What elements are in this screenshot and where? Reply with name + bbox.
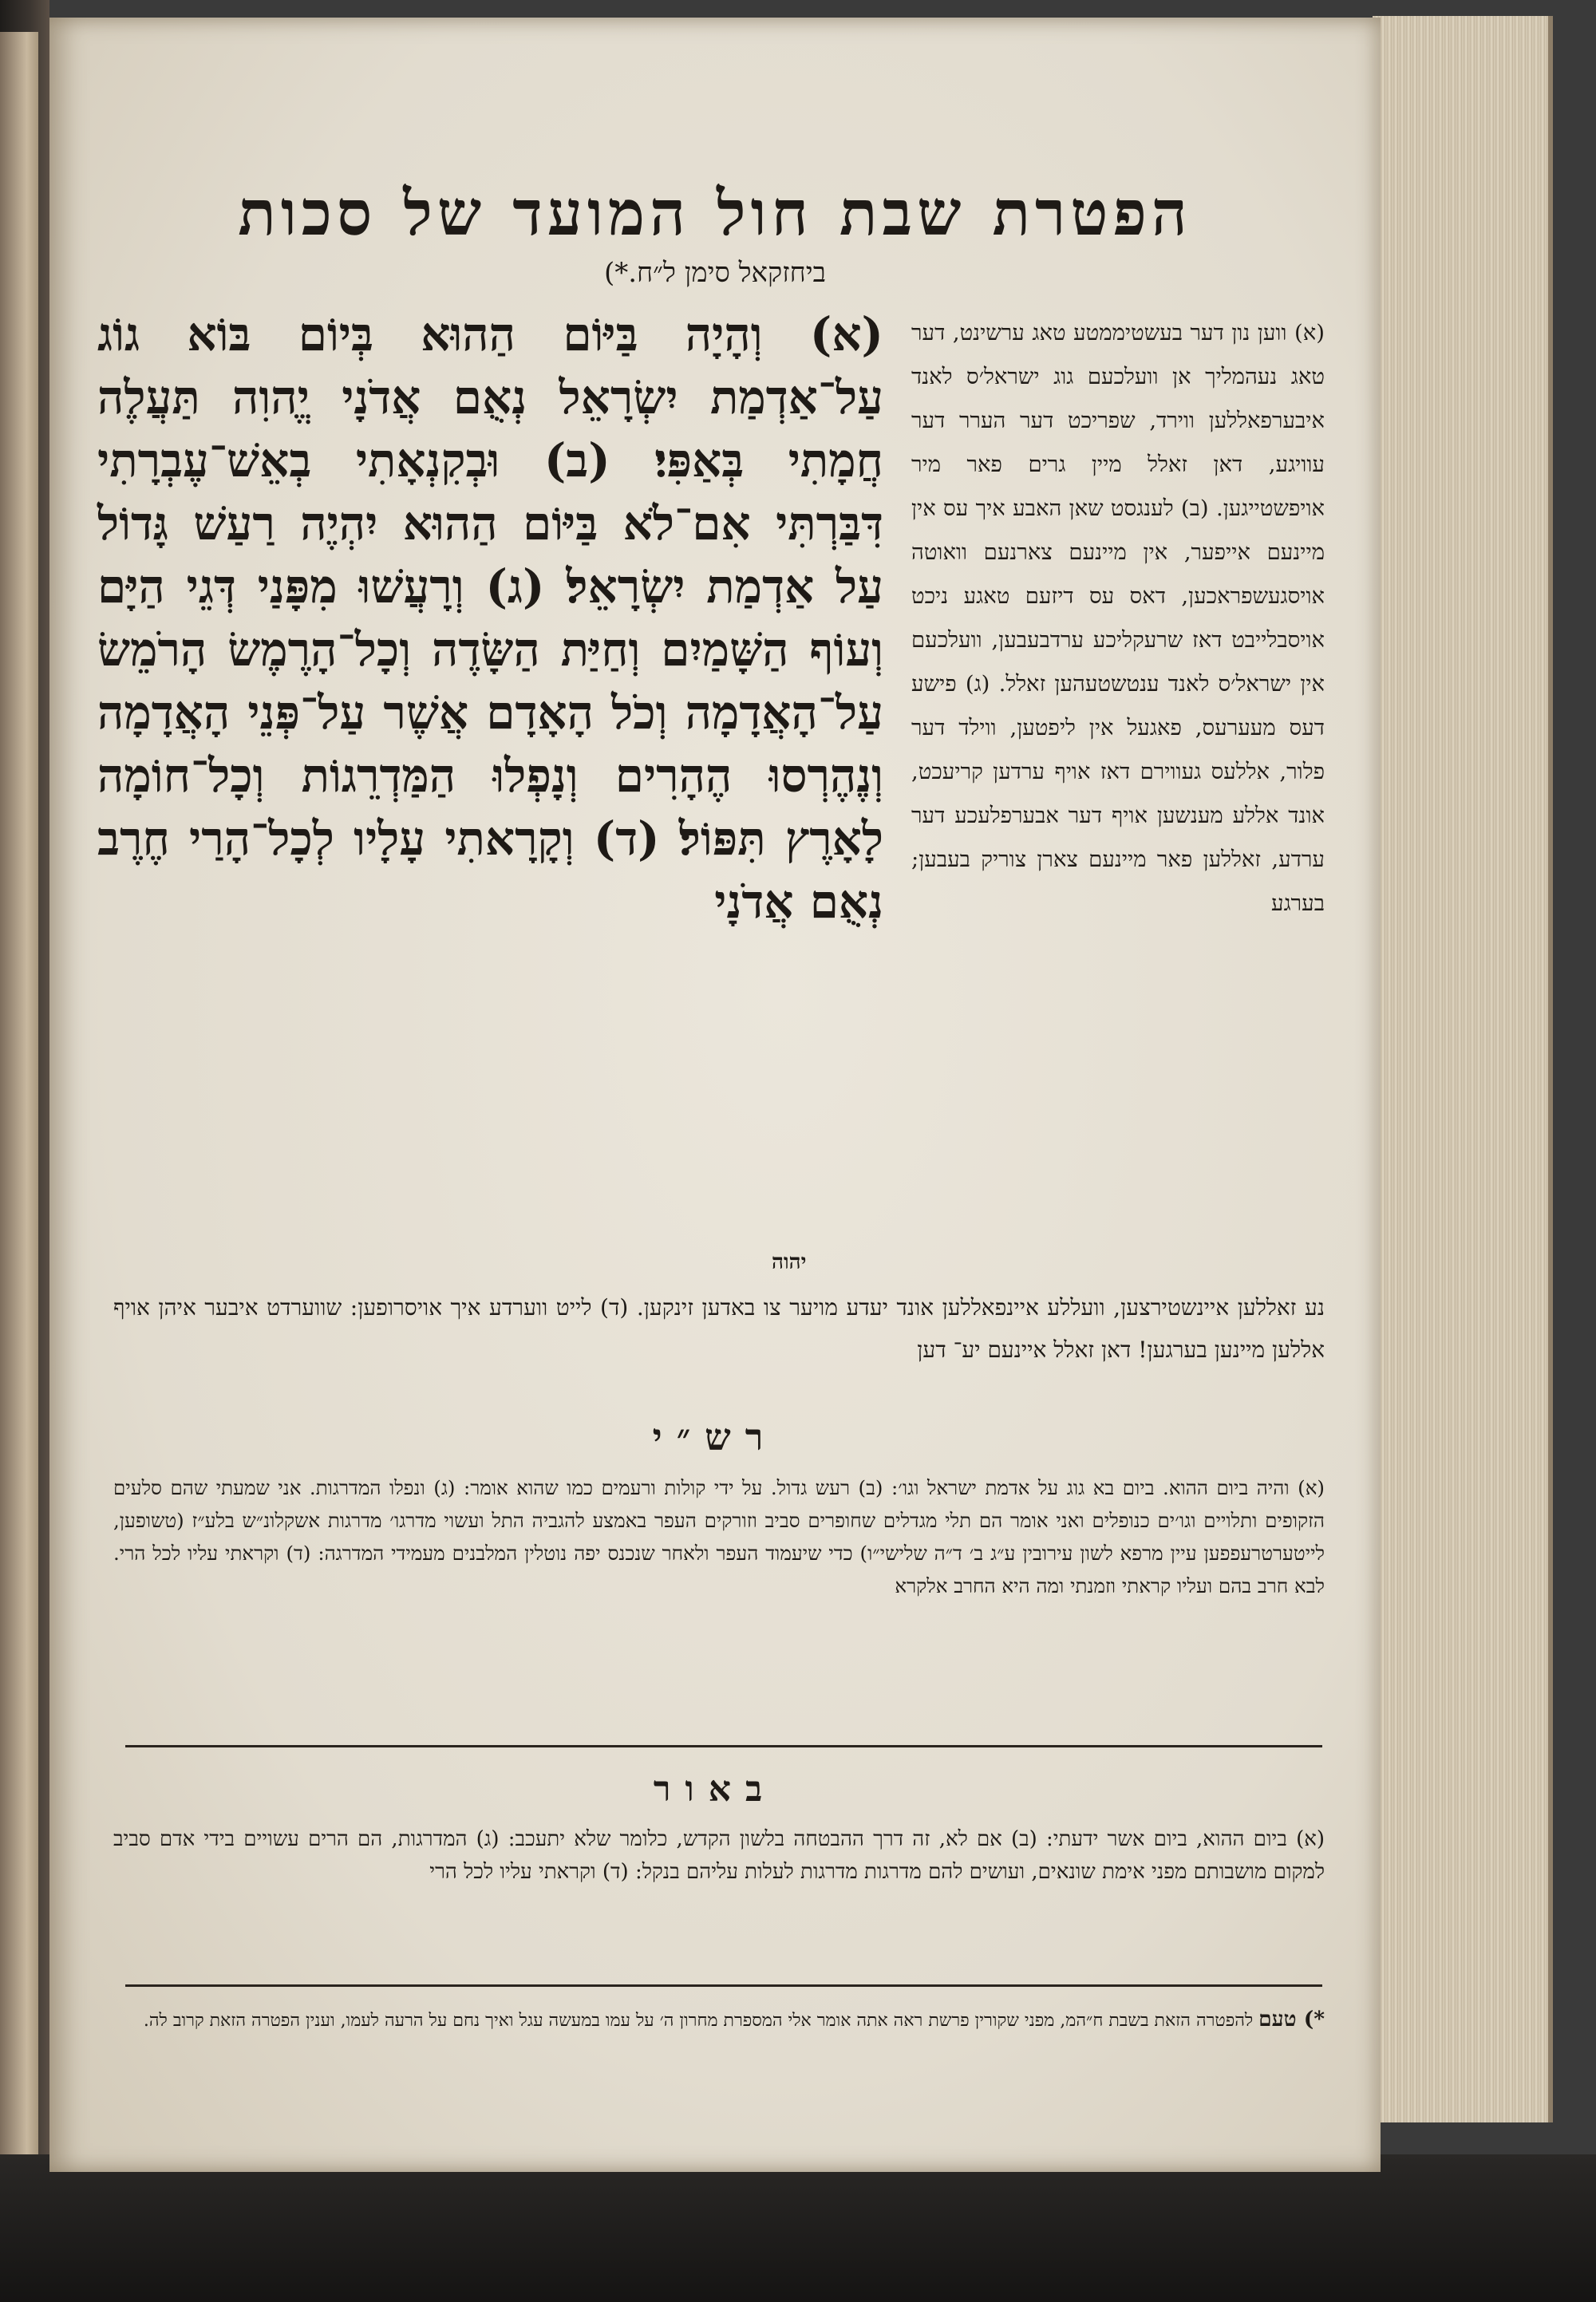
background-surface — [0, 2154, 1596, 2302]
hebrew-main-text: (א) וְהָיָה בַּיּוֹם הַהוּא בְּיוֹם בּוֹא גוֹג עַל־אַדְמַת יִשְׂרָאֵל נְאֻם אֲדֹנָי יֱהוִה תַּעֲלֶה חֲמָתִי בְּאַפִּי׃ (ב) וּבְקִנְאָתִי בְאֵשׁ־עֶבְרָתִי דִּבַּרְתִּי אִם־לֹא בַּיּוֹם הַהוּא יִהְיֶה רַעַשׁ גָּדוֹל עַל אַדְמַת יִשְׂרָאֵל׃ (ג) וְרָעֲשׁוּ מִפָּנַי דְּגֵי הַיָּם וְעוֹף הַשָּׁמַיִם וְחַיַּת הַשָּׂדֶה וְכָל־הָרֶמֶשׂ הָרֹמֵשׂ עַל־הָאֲדָמָה וְכֹל הָאָדָם אֲשֶׁר עַל־פְּנֵי הָאֲדָמָה וְנֶהֶרְסוּ הֶהָרִים וְנָפְלוּ הַמַּדְרֵגוֹת וְכָל־חוֹמָה לָאָרֶץ תִּפּוֹל׃ (ד) וְקָרָאתִי עָלָיו לְכָל־הָרַי חֶרֶב נְאֻם אֲדֹנָי — [97, 307, 883, 929]
left-page-edge — [0, 32, 38, 2258]
biur-heading: באור — [653, 1769, 777, 1810]
chapter-reference: ביחזקאל סימן ל״ח.*) — [603, 257, 827, 289]
page-edges — [1373, 16, 1553, 2122]
footnote — [113, 2003, 1325, 2037]
book-page — [49, 18, 1381, 2172]
rashi-commentary: (א) והיה ביום ההוא. ביום בא גוג על אדמת ישראל וגו׳: (ב) רעש גדול. על ידי קולות ורעמים כמו שהוא אומר: (ג) ונפלו המדרגות. אני שמעתי שהם סלעים הזקופים ותלויים וגו׳ים כנופלים ואני אומר הם תלי מגדלים שחופרים סביב וזורקים העפר באמצע להגביה התל ועשוי מדרגו׳ מדרגות אשקלונ״ש בלע״ז (טשופען, לייטערטרעפפען עיין מרפא לשון עירובין ע״ג ב׳ ד״ה שלישי״ו) כדי שיעמוד העפר ולאחר שנכנס יפה נוטלין המלבנים מעמידי המדרגה: (ד) וקראתי עליו לכל הרי. לבא חרב בהם ועליו קראתי וזמנתי ומה היא החרב אלקרא — [113, 1476, 1325, 1597]
footnote-marker: *) טעם — [1258, 2007, 1325, 2032]
rashi-heading: רש״י — [652, 1416, 778, 1459]
footnote-divider — [125, 1984, 1322, 1987]
section-divider — [125, 1745, 1322, 1747]
footnote-text: להפטרה הזאת בשבת ח״המ, מפני שקורין פרשת ראה אתה אומר אלי המספרת מחרון ה׳ על עמו במעשה עגל ואיך נחם על הרעה לעמו, וענין הפטרה הזאת קרוב לה. — [143, 2011, 1254, 2031]
biur-commentary: (א) ביום ההוא, ביום אשר ידעתי: (ב) אם לא, זה דרך ההבטחה בלשון הקדש, כלומר שלא יתעכב: (ג) המדרגות, הם הרים עשויים בידי אדם סביב למקום מושבותם מפני אימת שונאים, ועושים להם מדרגות מדרגות לעלות עליהם בנקל: (ד) וקראתי עליו לכל הרי — [113, 1827, 1325, 1884]
yiddish-translation-continuation: נע זאללען איינשטירצען, וועללע איינפאללען אונד יעדע מויער צו באדען זינקען. (ד) לייט ווערדע איך אויסרופען: שווערדט איבער איהן אויף אללען מיינען בערגען! דאן זאלל איינעם יע־ דען — [113, 1294, 1325, 1363]
catchword: יהוה — [772, 1250, 807, 1274]
page-title: הפטרת שבת חול המועד של סכות — [238, 177, 1192, 250]
yiddish-translation-column: (א) ווען נון דער בעשטיממטע טאג ערשינט, דער טאג נעהמליך אן וועלכעם גוג ישראל׳ס לאנד איבערפאללען ווירד, שפריכט דער הערר דער עוויגע, דאן זאלל מיין גרים פאר מיר אויפשטייגען. (ב) לענגסט שאן האבע איך עס אין מיינעם אייפער, אין מיינעם צארנעם וואוטה אויסגעשפראכען, דאס עס דיזעם טאגע ניכט אויסבלייבט דאז שרעקליכע ערדבעבען, וועלכעם אין ישראל׳ס לאנד ענטשטעהען זאלל. (ג) פישע דעס מעערעס, פאגעל אין ליפטען, ווילד דער פלור, אללעס געווירם דאז אויף ערדען קריעכט, אונד אללע מענשען אויף דער אבערפלעכע דער ערדע, זאללען פאר מיינעם צארן צוריק בעבען; בערגע — [911, 320, 1325, 916]
